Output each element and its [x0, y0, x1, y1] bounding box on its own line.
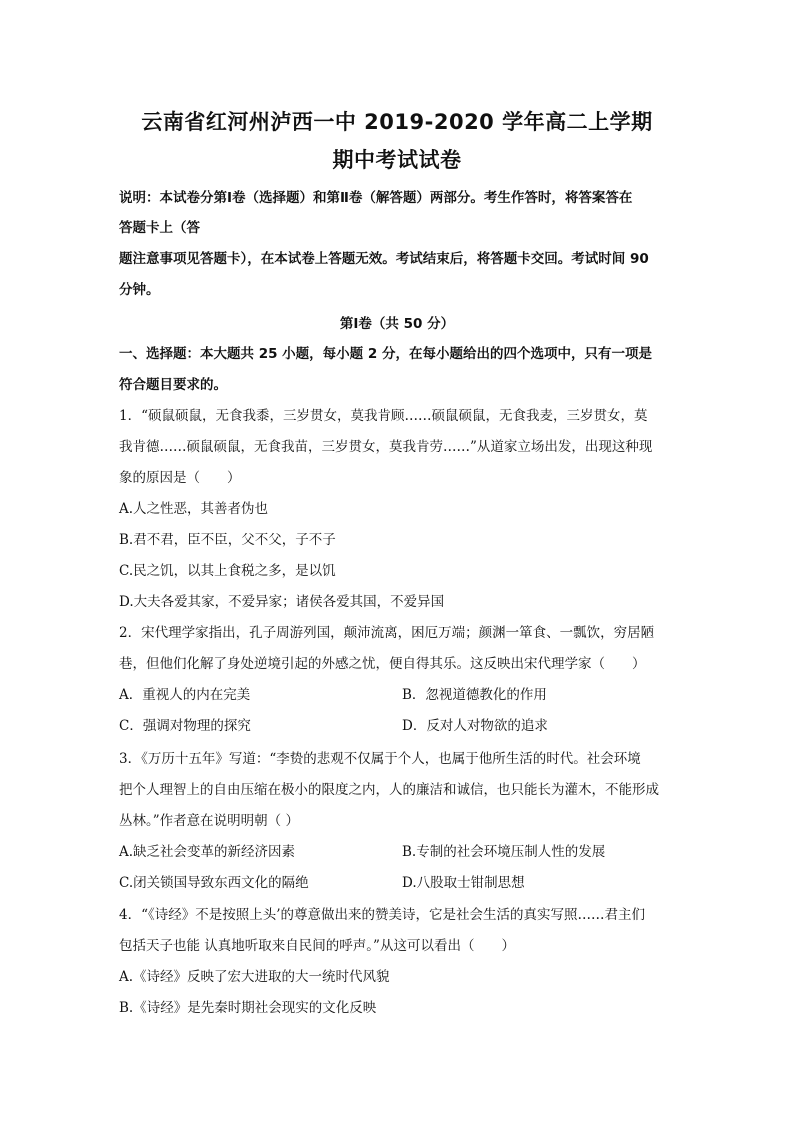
instructions-line1: 说明：本试卷分第Ⅰ卷（选择题）和第Ⅱ卷（解答题）两部分。考生作答时，将答案答在: [119, 190, 633, 206]
instructions-line3: 题注意事项见答题卡），在本试卷上答题无效。考试结束后，将答题卡交回。考试时间 90: [119, 251, 649, 267]
question-3-option-b: B.专制的社会环境压制人性的发展: [402, 844, 606, 860]
question-1-stem-line3: 象的原因是（ ）: [119, 470, 241, 486]
question-1-option-c: C.民之饥，以其上食税之多，是以饥: [119, 563, 336, 579]
question-1-option-d: D.大夫各爱其家，不爱异家；诸侯各爱其国，不爱异国: [119, 594, 445, 610]
instructions-line4: 分钟。: [119, 282, 160, 298]
question-3-stem-line1: 3．《万历十五年》写道：“李贽的悲观不仅属于个人，也属于他所生活的时代。社会环境: [119, 751, 641, 767]
question-3-stem-line3: 丛林。”作者意在说明明朝（ ）: [119, 813, 299, 829]
exam-title-line1: 云南省红河州泸西一中 2019-2020 学年高二上学期: [141, 110, 653, 134]
question-4-option-b: B.《诗经》是先秦时期社会现实的文化反映: [119, 1000, 377, 1016]
question-2-stem-line1: 2．宋代理学家指出，孔子周游列国，颠沛流离，困厄万端；颜渊一箪食、一瓢饮，穷居陋: [119, 625, 655, 641]
question-3-option-a: A.缺乏社会变革的新经济因素: [119, 844, 296, 860]
instructions-line2: 答题卡上（答: [119, 220, 200, 236]
section-title-line2: 符合题目要求的。: [119, 377, 227, 393]
question-2-option-a: A．重视人的内在完美: [119, 687, 251, 703]
question-1-stem-line2: 我肯德……硕鼠硕鼠，无食我苗，三岁贯女，莫我肯劳……”从道家立场出发，出现这种现: [119, 439, 653, 455]
part1-heading: 第Ⅰ卷（共 50 分）: [339, 316, 455, 332]
question-2-option-d: D．反对人对物欲的追求: [402, 718, 548, 734]
question-1-stem-line1: 1．“硕鼠硕鼠，无食我黍，三岁贯女，莫我肯顾……硕鼠硕鼠，无食我麦，三岁贯女，莫: [119, 408, 648, 424]
question-2-option-b: B．忽视道德教化的作用: [402, 687, 547, 703]
question-4-stem-line1: 4．“《诗经》不是按照上头’的尊意做出来的赞美诗，它是社会生活的真实写照……君主们: [119, 907, 646, 923]
question-3-option-d: D.八股取士钳制思想: [402, 875, 525, 891]
question-3-stem-line2: 把个人理智上的自由压缩在极小的限度之内，人的廉洁和诚信，也只能长为灌木，不能形成: [119, 782, 659, 798]
question-3-option-c: C.闭关锁国导致东西文化的隔绝: [119, 875, 309, 891]
question-2-option-c: C．强调对物理的探究: [119, 718, 251, 734]
section-title-line1: 一、选择题：本大题共 25 小题，每小题 2 分，在每小题给出的四个选项中，只有一项是: [119, 346, 652, 362]
question-4-option-a: A.《诗经》反映了宏大进取的大一统时代风貌: [119, 969, 390, 985]
question-1-option-b: B.君不君，臣不臣，父不父，子不子: [119, 532, 336, 548]
question-4-stem-line2: 包括天子也能 认真地听取来自民间的呼声。”从这可以看出（ ）: [119, 938, 515, 954]
exam-title-line2: 期中考试试卷: [332, 148, 462, 172]
question-1-option-a: A.人之性恶，其善者伪也: [119, 501, 269, 517]
question-2-stem-line2: 巷，但他们化解了身处逆境引起的外感之忧，便自得其乐。这反映出宋代理学家（ ）: [119, 656, 646, 672]
